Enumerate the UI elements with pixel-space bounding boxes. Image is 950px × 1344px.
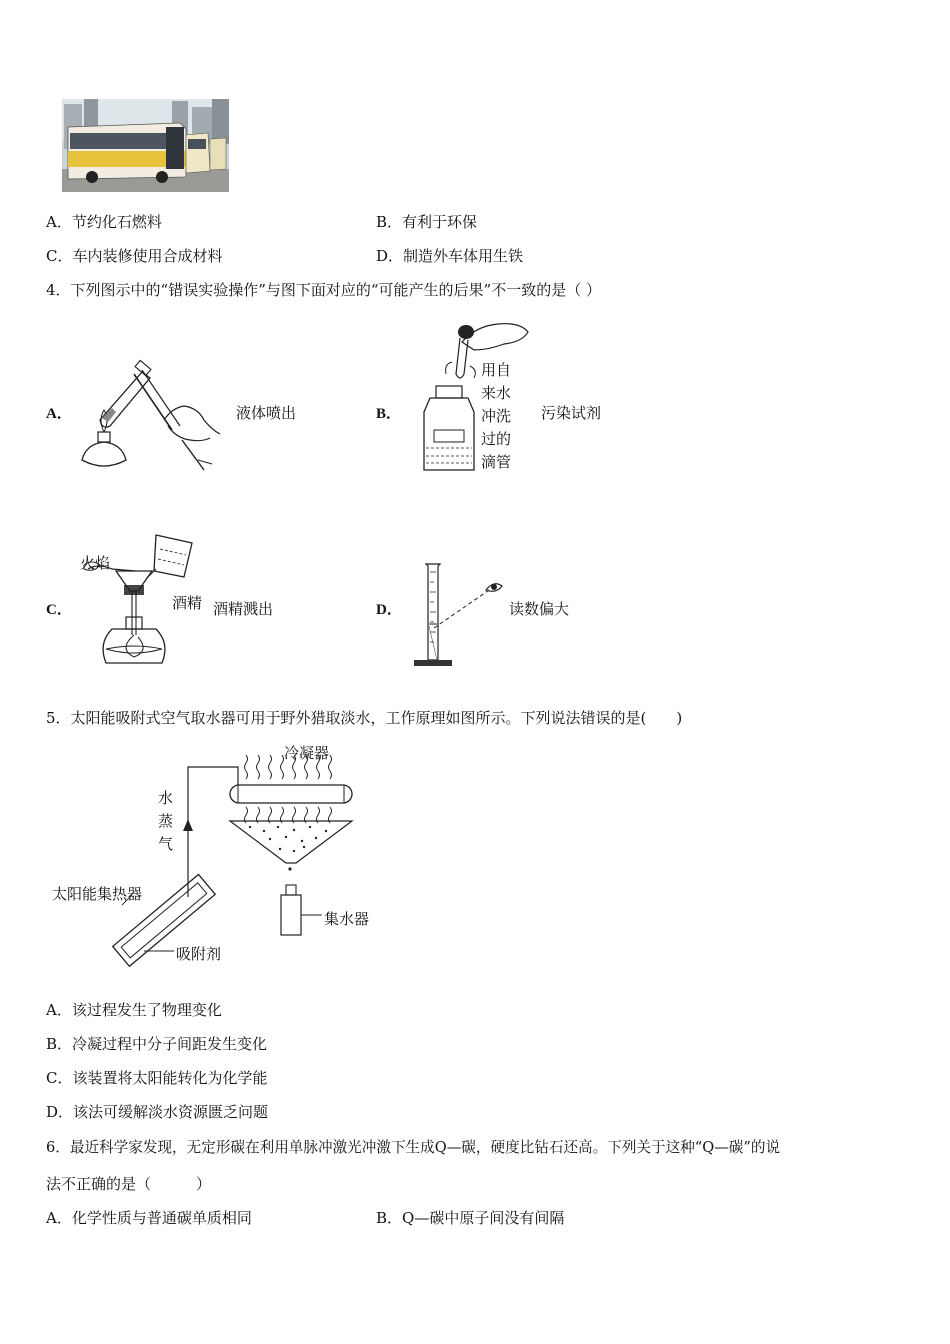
q4-stem: 4．下列图示中的“错误实验操作”与图下面对应的“可能产生的后果”不一致的是（ ） bbox=[46, 281, 601, 299]
q5-label-vapor-3: 气 bbox=[158, 835, 174, 853]
q4-c-figure-flame: 火焰 bbox=[80, 554, 111, 572]
q4-c-figure-alcohol: 酒精 bbox=[172, 594, 203, 612]
q4-d-figure bbox=[410, 562, 510, 672]
q3-option-a: A．节约化石燃料 bbox=[46, 213, 162, 231]
q4-b-result: 污染试剂 bbox=[541, 404, 602, 422]
q6-option-a: A．化学性质与普通碳单质相同 bbox=[46, 1209, 252, 1227]
q4-b-figure-label-1: 用自 bbox=[481, 361, 512, 379]
q3-option-b: B．有利于环保 bbox=[376, 213, 478, 231]
q5-option-a: A．该过程发生了物理变化 bbox=[46, 1001, 222, 1019]
q3-option-c: C．车内装修使用合成材料 bbox=[46, 247, 223, 265]
q4-a-figure bbox=[72, 360, 232, 480]
q4-b-figure-label-2: 来水 bbox=[481, 384, 512, 402]
bus-photo bbox=[62, 99, 229, 192]
q5-label-vapor-1: 水 bbox=[158, 789, 174, 807]
q5-label-collector: 太阳能集热器 bbox=[52, 885, 143, 903]
q4-option-c-letter: C． bbox=[46, 602, 72, 618]
q5-option-c: C．该装置将太阳能转化为化学能 bbox=[46, 1069, 268, 1087]
q4-option-b-letter: B． bbox=[376, 406, 402, 422]
q4-b-figure-label-3: 冲洗 bbox=[481, 407, 512, 425]
q5-label-water-collector: 集水器 bbox=[324, 910, 370, 928]
q5-option-b: B．冷凝过程中分子间距发生变化 bbox=[46, 1035, 268, 1053]
q4-b-figure-label-5: 滴管 bbox=[481, 453, 512, 471]
q5-stem: 5．太阳能吸附式空气取水器可用于野外猎取淡水，工作原理如图所示。下列说法错误的是( ) bbox=[46, 709, 683, 727]
q6-stem-line-2: 法不正确的是（ ） bbox=[46, 1175, 212, 1193]
q5-label-condenser: 冷凝器 bbox=[284, 744, 330, 762]
q4-b-figure-label-4: 过的 bbox=[481, 430, 512, 448]
q4-option-a-letter: A． bbox=[46, 406, 72, 422]
q6-option-b: B．Q—碳中原子间没有间隔 bbox=[376, 1209, 565, 1227]
q4-d-result: 读数偏大 bbox=[509, 600, 570, 618]
q5-figure bbox=[50, 735, 390, 975]
q5-label-vapor-2: 蒸 bbox=[158, 812, 174, 830]
q4-a-result: 液体喷出 bbox=[236, 404, 297, 422]
q4-c-result: 酒精溅出 bbox=[213, 600, 274, 618]
q3-option-d: D．制造外车体用生铁 bbox=[376, 247, 524, 265]
q6-stem-line-1: 6．最近科学家发现，无定形碳在利用单脉冲激光冲激下生成Q—碳，硬度比钻石还高。下列关于这种“Q—碳”的说 bbox=[46, 1139, 781, 1156]
q5-option-d: D．该法可缓解淡水资源匮乏问题 bbox=[46, 1103, 269, 1121]
q4-option-d-letter: D． bbox=[376, 602, 402, 618]
q5-label-adsorbent: 吸附剂 bbox=[176, 945, 222, 963]
